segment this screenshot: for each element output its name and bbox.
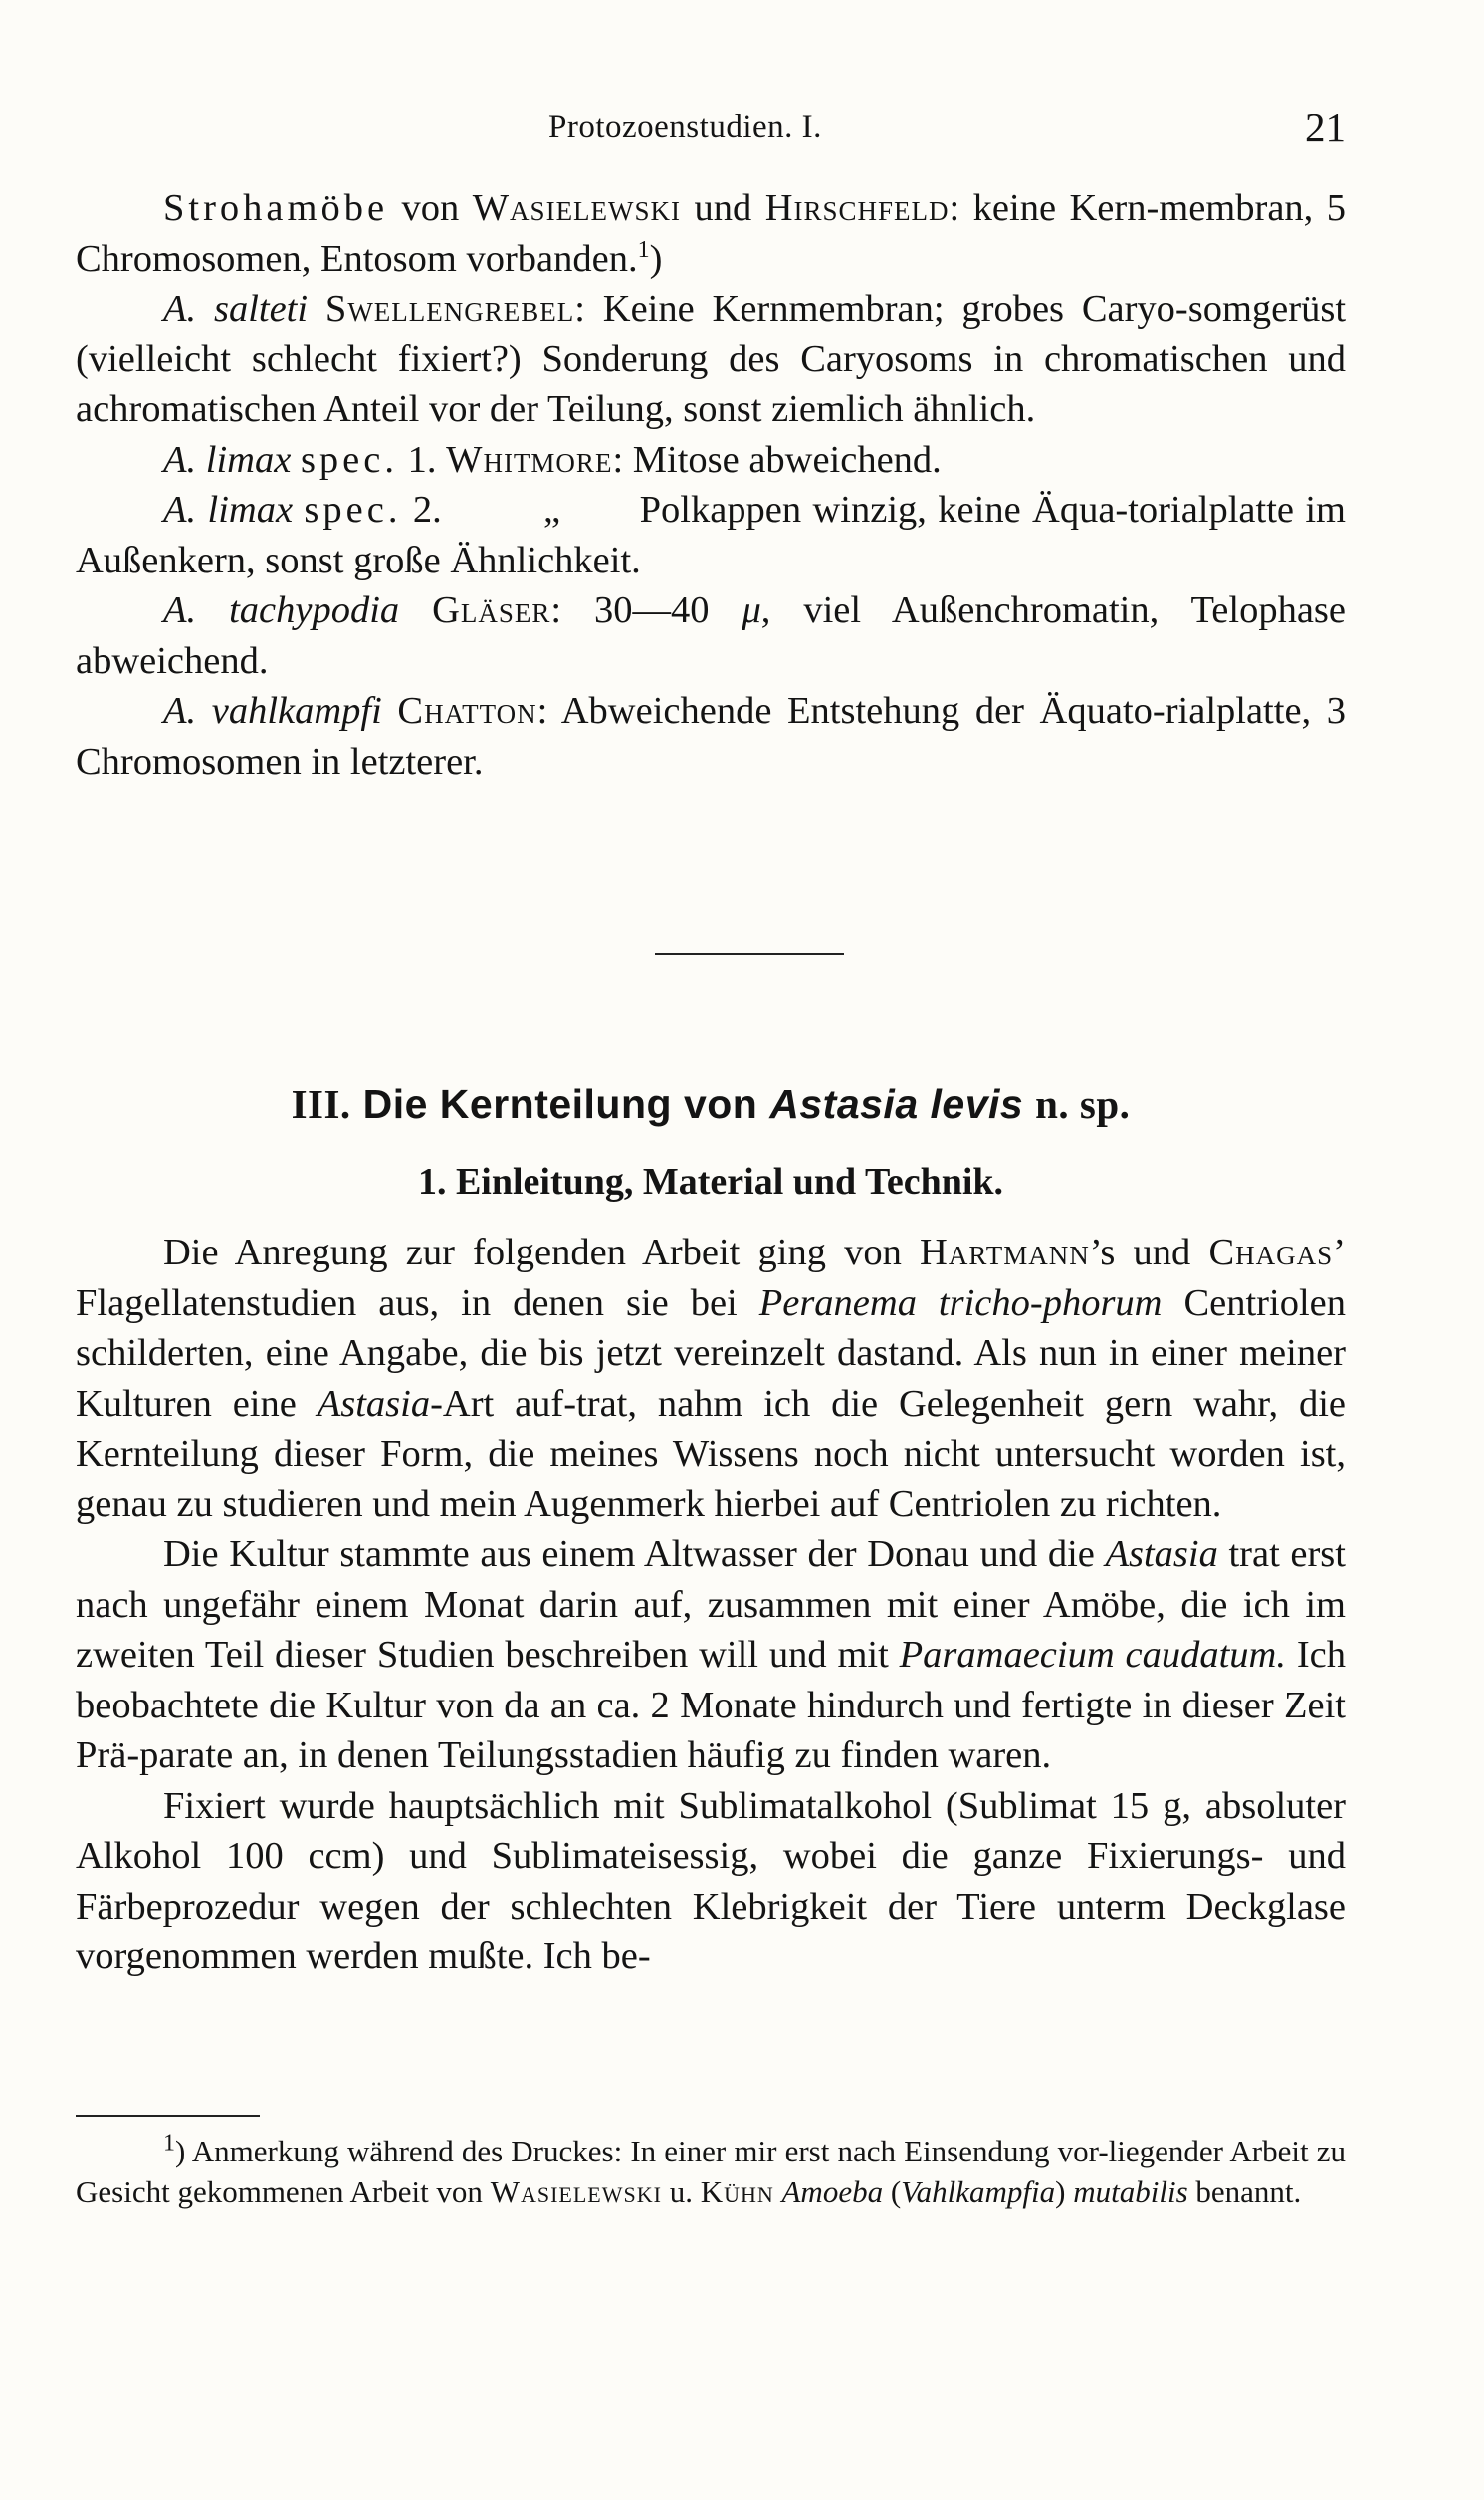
paragraph-limax-2: A. limax spec. 2. „ Polkappen winzig, keine Äqua-torialplatte im Außenkern, sonst große Ähnlichkeit. (76, 489, 1347, 581)
running-head (76, 100, 1346, 159)
section-heading (76, 1080, 1346, 1128)
main-text-block (76, 1228, 1346, 1982)
paragraph-strohamoebe: Strohamöbe von Wasielewski und Hirschfeld: keine Kern-membran, 5 Chromosomen, Entosom vorbanden.$^1$) (76, 187, 1346, 280)
top-text-block (76, 183, 1346, 787)
section-heading-lead: Die Kernteilung von (362, 1081, 758, 1127)
paragraph-limax-1: A. limax spec. 1. Whitmore: Mitose abweichend. (163, 438, 942, 481)
footnote (76, 2131, 1346, 2212)
section-divider (655, 953, 844, 955)
paragraph-fixiert: Fixiert wurde hauptsächlich mit Sublimatalkohol (Sublimat 15 g, absoluter Alkohol 100 ccm) und Sublimateisessig, wobei die ganze Fixierungs- und Färbeprozedur wegen der schlechten Klebrigkeit der Tiere unterm Deckglase vorgenommen werden mußte. Ich be- (76, 1784, 1346, 1977)
footnote-text: $^1$) Anmerkung während des Druckes: In einer mir erst nach Einsendung vor-liegender Arbeit zu Gesicht gekommenen Arbeit von Wasielewski u. Kühn Amoeba (Vahlkampfia) mutabilis benannt. (76, 2130, 1346, 2209)
paragraph-vahlkampfi: A. vahlkampfi Chatton: Abweichende Entstehung der Äquato-rialplatte, 3 Chromosomen in letzterer. (76, 690, 1346, 783)
paragraph-kultur: Die Kultur stammte aus einem Altwasser der Donau und die Astasia trat erst nach ungefähr einem Monat darin auf, zusammen mit einer Amöbe, die ich im zweiten Teil dieser Studien beschreiben will und mit Paramaecium caudatum. Ich beobachtete die Kultur von da an ca. 2 Monate hindurch und fertigte in dieser Zeit Prä-parate an, in denen Teilungsstadien häufig zu finden waren. (76, 1533, 1346, 1776)
running-head-title: Protozoenstudien. I. (548, 110, 822, 145)
page-number: 21 (1305, 105, 1346, 150)
footnote-rule (76, 2115, 260, 2117)
subsection-heading: 1. Einleitung, Material und Technik. (417, 1161, 1004, 1203)
section-heading-genus: Astasia levis (769, 1081, 1024, 1127)
section-numeral: III. (291, 1081, 351, 1127)
paragraph-anregung: Die Anregung zur folgenden Arbeit ging von Hartmann’s und Chagas’ Flagellatenstudien aus, in denen sie bei Peranema tricho-phorum Centriolen schilderten, eine Angabe, die bis jetzt vereinzelt dastand. Als nun in einer meiner Kulturen eine Astasia-Art auf-trat, nahm ich die Gelegenheit gern wahr, die Kernteilung dieser Form, die meines Wissens noch nicht untersucht worden ist, genau zu studieren und mein Augenmerk hierbei auf Centriolen zu richten. (76, 1232, 1347, 1525)
paragraph-salteti: A. salteti Swellengrebel: Keine Kernmembran; grobes Caryo-somgerüst (vielleicht schlecht fixiert?) Sonderung des Caryosoms in chromatischen und achromatischen Anteil vor der Teilung, sonst ziemlich ähnlich. (76, 288, 1347, 430)
section-heading-tail: n. sp. (1035, 1081, 1131, 1127)
book-page (76, 0, 1346, 2500)
paragraph-tachypodia: A. tachypodia Gläser: 30—40 μ, viel Außenchromatin, Telophase abweichend. (76, 589, 1347, 682)
